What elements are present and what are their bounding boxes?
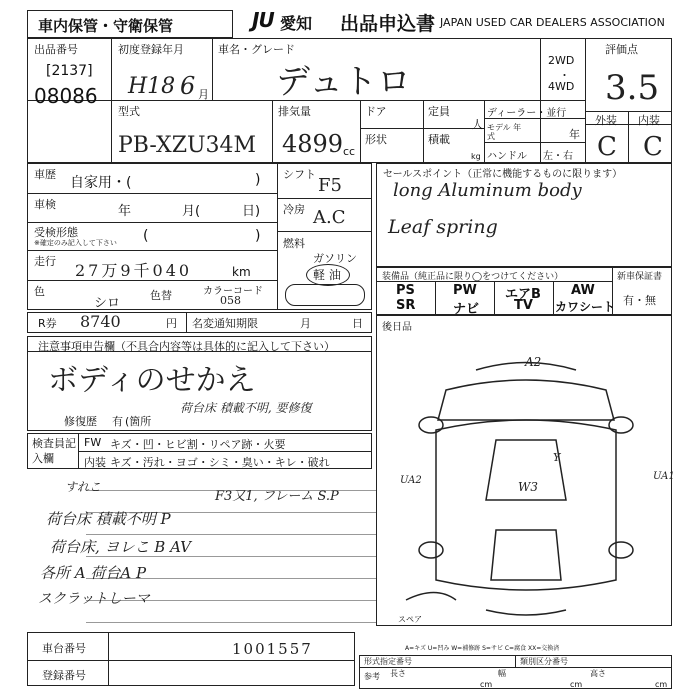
car-name-label: 車名・グレード <box>218 43 295 56</box>
repair-value: 荷台床 積載不明, 要修復 <box>180 401 312 415</box>
wheel-rr <box>609 542 633 558</box>
sales-point-label: セールスポイント（正常に機能するものに限ります） <box>383 169 623 180</box>
mileage-label: 走行 <box>34 255 56 268</box>
displacement-unit: cc <box>343 145 356 158</box>
front-bumper-outline <box>438 380 614 420</box>
shape-label: 形状 <box>365 133 387 146</box>
recycle-value: 8740 <box>80 312 121 331</box>
equip-pw: PW <box>453 283 477 298</box>
handle-label: ハンドル <box>487 151 527 162</box>
reg-expiry-day: 日 <box>352 317 363 330</box>
capacity-unit: 人 <box>472 118 483 131</box>
score-label: 評価点 <box>605 43 638 56</box>
type-class-label: 類別区分番号 <box>520 657 568 666</box>
color-change-label: 色替 <box>150 289 172 302</box>
shift-value: F5 <box>318 175 342 196</box>
recycle-unit: 円 <box>166 317 177 330</box>
inspection-month: 月( <box>182 204 201 219</box>
lot-bracket: [2137] <box>46 63 93 79</box>
width-unit: cm <box>570 680 583 689</box>
interior-label: 内装 <box>638 114 660 127</box>
inspection-day: 日) <box>242 204 261 219</box>
rear-label: 後日品 <box>382 322 412 333</box>
new-warranty-label: 新車保証書 <box>617 272 663 282</box>
reg-month: 6 <box>180 72 196 100</box>
new-warranty-value: 有・無 <box>623 294 656 307</box>
color-code-label: カラーコード <box>203 286 263 297</box>
reg-no-label: 登録番号 <box>42 669 86 682</box>
ju-logo: JU <box>252 8 274 32</box>
reg-expiry-label: 名変通知期限 <box>192 317 258 330</box>
rear-line <box>486 610 566 615</box>
inspector-line-1: すれこ <box>65 480 102 494</box>
score-value: 3.5 <box>605 68 660 108</box>
equip-airbag: エアB <box>505 287 541 302</box>
lot-label: 出品番号 <box>34 43 78 56</box>
handle-value: 左・右 <box>543 151 573 162</box>
recycle-label: R券 <box>38 317 57 330</box>
equip-ps: PS <box>396 283 415 298</box>
sales-line-1: long Aluminum body <box>393 180 582 201</box>
chassis-value: 1001557 <box>232 640 313 658</box>
inspector-line-4: 各所 A 荷台A P <box>40 564 147 582</box>
inspector-line-2: 荷台床 積載不明 P <box>46 510 171 528</box>
displacement-value: 4899 <box>282 130 344 158</box>
load-unit: kg <box>471 152 481 161</box>
height-unit: cm <box>655 680 668 689</box>
ref-label: 参考 <box>364 672 380 681</box>
color-value: シロ <box>94 296 121 311</box>
mark-w3: W3 <box>518 480 538 494</box>
association-name: JAPAN USED CAR DEALERS ASSOCIATION <box>440 16 665 29</box>
model-year-unit: 年 <box>569 128 580 141</box>
drive-4wd: 4WD <box>548 80 575 93</box>
fw-items: キズ・凹・ヒビ割・リペア跡・火要 <box>110 438 286 451</box>
shift-label: シフト <box>283 168 316 181</box>
inspector-line-5: スクラットしーマ <box>38 591 150 607</box>
reception-open: ( <box>143 228 149 244</box>
capacity-label: 定員 <box>428 105 450 118</box>
frame-note: F3又1, フレーム S.P <box>215 489 339 504</box>
dealer-label: ディーラー・並行 <box>487 108 567 119</box>
door-label: ドア <box>365 105 387 118</box>
interior-grade: C <box>643 132 663 162</box>
mark-a2: A2 <box>525 355 542 369</box>
cargo-outline <box>491 530 561 580</box>
storage-title: 車内保管・守衛保管 <box>38 17 174 35</box>
int-items: キズ・汚れ・ヨゴ・シミ・臭い・キレ・破れ <box>110 456 330 469</box>
body-outline <box>436 420 616 590</box>
wheel-fr <box>609 417 633 433</box>
repair-have: 有 <box>112 415 123 428</box>
drive-dot: ・ <box>559 69 570 82</box>
length-unit: cm <box>480 680 493 689</box>
inspection-label: 車検 <box>34 198 56 211</box>
reg-expiry-month: 月 <box>300 317 311 330</box>
reception-close: ) <box>255 228 261 244</box>
reg-label: 初度登録年月 <box>118 43 184 56</box>
mark-ua2: UA2 <box>400 475 422 486</box>
mark-ua1: UA1 <box>653 471 675 482</box>
brand-name: 愛知 <box>280 14 313 33</box>
fuel-diesel: 軽 油 <box>313 268 341 282</box>
equip-aw: AW <box>571 283 595 298</box>
exterior-label: 外装 <box>595 114 617 127</box>
repair-paren: (箇所 <box>125 415 152 428</box>
header-left-box <box>27 10 233 38</box>
inspector-label: 検査員記入欄 <box>32 437 76 465</box>
notes-label: 注意事項申告欄（不具合内容等は具体的に記入して下さい） <box>38 340 335 353</box>
height-label: 高さ <box>590 669 606 678</box>
displacement-label: 排気量 <box>278 105 311 118</box>
aircon-value: A.C <box>313 207 346 228</box>
model-label: 型式 <box>118 105 140 118</box>
sales-line-2: Leaf spring <box>388 216 498 238</box>
chassis-label: 車台番号 <box>42 642 86 655</box>
spare-label: スペア <box>398 615 422 624</box>
mileage-unit: km <box>232 265 251 279</box>
inspection-year: 年 <box>118 204 132 219</box>
type-cert-label: 形式指定番号 <box>364 657 412 666</box>
length-label: 長さ <box>390 669 406 678</box>
lot-number: 08086 <box>34 84 98 108</box>
mileage-value: 27万9千040 <box>75 261 193 280</box>
spare-curve <box>406 593 456 601</box>
notes-handwritten: ボディのせかえ <box>48 363 256 398</box>
wheel-fl <box>419 417 443 433</box>
model-year-label: モデル 年式 <box>487 123 522 141</box>
equip-navi: ナビ <box>453 302 480 317</box>
aircon-label: 冷房 <box>283 203 305 216</box>
equip-leather: カワシート <box>555 300 616 314</box>
reception-label: 受検形態 <box>34 226 78 239</box>
usage-label: 車歴 <box>34 168 56 181</box>
equipment-label: 装備品（純正品に限り◯をつけてください） <box>382 272 564 282</box>
fuel-gasoline: ガソリン <box>313 252 357 265</box>
wheel-rl <box>419 542 443 558</box>
width-label: 幅 <box>498 669 506 678</box>
reception-note: ※確定のみ記入して下さい <box>34 239 117 247</box>
reg-month-unit: 月 <box>198 88 209 101</box>
fw-label: FW <box>84 436 102 449</box>
reg-era: H18 <box>128 74 176 99</box>
damage-legend: A=キズ U=凹み W=補修跡 S=サビ C=腐食 XX=交換済 <box>405 645 560 652</box>
usage-value: 自家用・( <box>70 175 132 191</box>
repair-label: 修復歴 <box>64 415 97 428</box>
form-title: 出品申込書 <box>340 13 436 35</box>
exterior-grade: C <box>597 132 617 162</box>
equip-tv: TV <box>514 298 533 313</box>
model-value: PB-XZU34M <box>118 133 257 158</box>
fuel-other-oval <box>285 284 365 306</box>
load-label: 積載 <box>428 133 450 146</box>
car-name-value: デュトロ <box>276 62 411 102</box>
inspector-line-3: 荷台床, ヨレこ B AV <box>50 538 192 556</box>
usage-close: ) <box>255 172 261 188</box>
mark-y: Y <box>553 451 561 464</box>
drive-2wd: 2WD <box>548 54 575 67</box>
equip-sr: SR <box>396 298 416 313</box>
fuel-label: 燃料 <box>283 237 305 250</box>
color-code-value: 058 <box>220 294 241 307</box>
int-label: 内装 <box>84 456 106 469</box>
color-label: 色 <box>34 285 45 298</box>
